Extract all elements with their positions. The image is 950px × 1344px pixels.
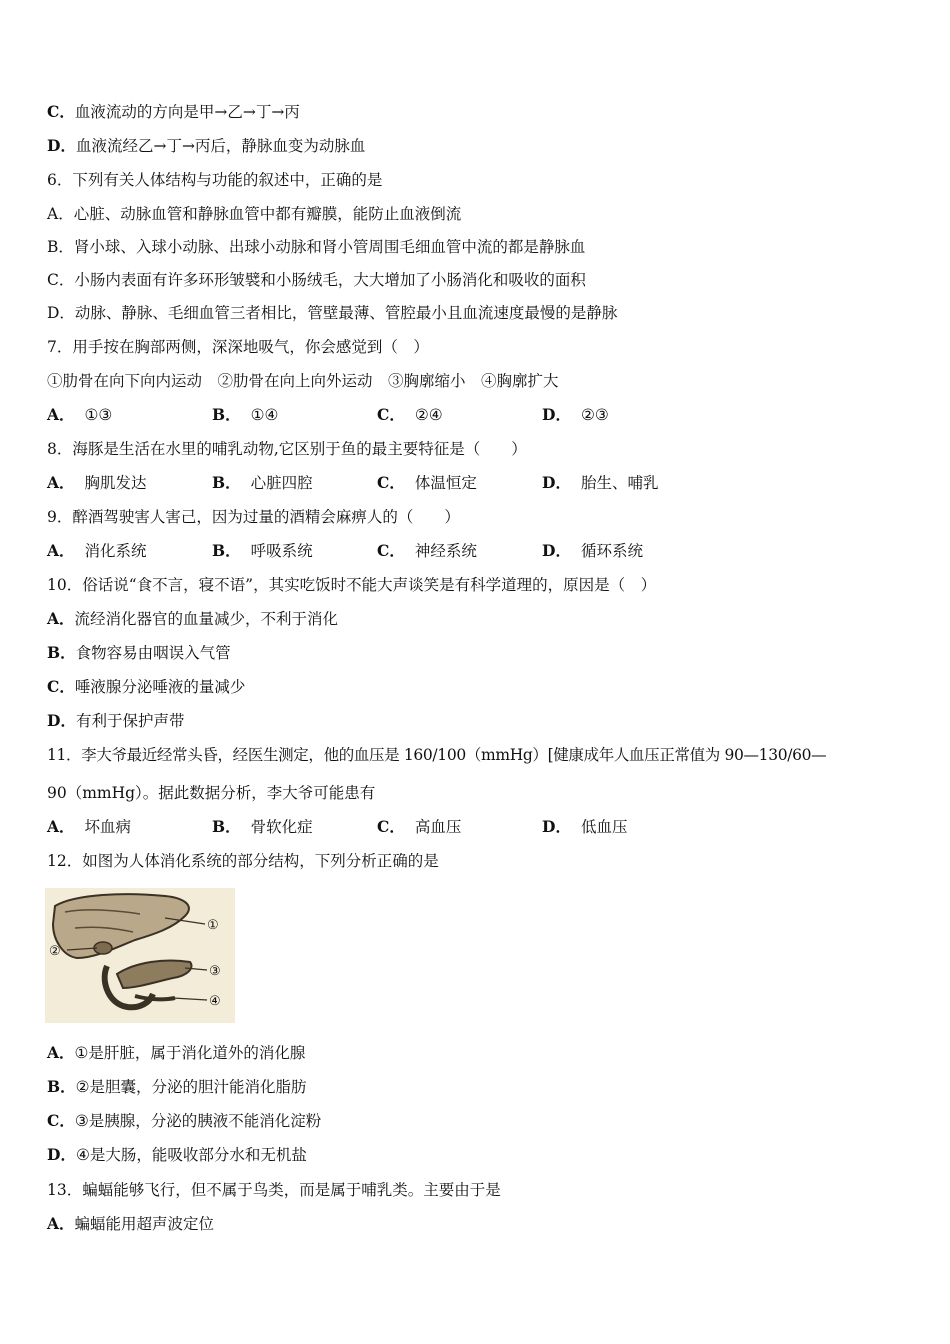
q11-stem-line1: 11．李大爷最近经常头昏，经医生测定，他的血压是 160/100（mmHg）[健康成年人血压正常值为 90—130/60—: [47, 746, 827, 764]
digestive-system-illustration: [45, 888, 235, 1023]
q13-stem: 13．蝙蝠能够飞行，但不属于鸟类，而是属于哺乳类。主要由于是: [47, 1181, 501, 1199]
q8-option-a: A． 胸肌发达: [47, 473, 147, 492]
q6-option-d: D．动脉、静脉、毛细血管三者相比，管壁最薄、管腔最小且血流速度最慢的是静脉: [47, 304, 618, 322]
q11-option-c: C． 高血压: [377, 817, 462, 836]
q10-option-d: D．有利于保护声带: [47, 711, 185, 730]
digestive-system-figure: [45, 888, 235, 1023]
q10-option-a: A．流经消化器官的血量减少，不利于消化: [47, 609, 339, 628]
q7-stem: 7．用手按在胸部两侧，深深地吸气，你会感觉到（ ）: [47, 338, 429, 356]
figure-label-2: ②: [49, 944, 61, 959]
q6-stem: 6．下列有关人体结构与功能的叙述中，正确的是: [47, 171, 383, 189]
q7-option-b: B． ①④: [212, 405, 279, 424]
q9-options: [47, 541, 747, 561]
q6-option-b: B．肾小球、入球小动脉、出球小动脉和肾小管周围毛细血管中流的都是静脉血: [47, 238, 586, 256]
q7-option-d: D． ②③: [542, 405, 609, 424]
figure-label-3: ③: [209, 964, 221, 979]
figure-label-4: ④: [209, 994, 221, 1009]
q9-option-c: C． 神经系统: [377, 541, 477, 560]
q7-option-c: C． ②④: [377, 405, 443, 424]
q9-stem: 9．醉酒驾驶害人害己，因为过量的酒精会麻痹人的（ ）: [47, 508, 460, 526]
q10-option-b: B．食物容易由咽误入气管: [47, 643, 231, 662]
q11-options: [47, 817, 747, 837]
q7-options: [47, 405, 747, 425]
q11-stem-line2: 90（mmHg）。据此数据分析，李大爷可能患有: [47, 784, 376, 802]
q12-stem: 12．如图为人体消化系统的部分结构，下列分析正确的是: [47, 852, 439, 870]
q12-option-b: B．②是胆囊，分泌的胆汁能消化脂肪: [47, 1077, 307, 1096]
q8-stem: 8．海豚是生活在水里的哺乳动物,它区别于鱼的最主要特征是（ ）: [47, 440, 527, 458]
q8-option-b: B． 心脏四腔: [212, 473, 313, 492]
q9-option-b: B． 呼吸系统: [212, 541, 313, 560]
q5-option-c: C．血液流动的方向是甲→乙→丁→丙: [47, 102, 300, 121]
q12-option-d: D．④是大肠，能吸收部分水和无机盐: [47, 1145, 307, 1164]
q6-option-a: A．心脏、动脉血管和静脉血管中都有瓣膜，能防止血液倒流: [47, 205, 462, 223]
q7-option-a: A． ①③: [47, 405, 113, 424]
figure-label-1: ①: [207, 918, 219, 933]
q5-option-d: D．血液流经乙→丁→丙后，静脉血变为动脉血: [47, 136, 366, 155]
q11-option-d: D． 低血压: [542, 817, 628, 836]
q9-option-d: D． 循环系统: [542, 541, 643, 560]
q12-option-c: C．③是胰腺，分泌的胰液不能消化淀粉: [47, 1111, 322, 1130]
q13-option-a: A．蝙蝠能用超声波定位: [47, 1214, 215, 1233]
q6-option-c: C．小肠内表面有许多环形皱襞和小肠绒毛，大大增加了小肠消化和吸收的面积: [47, 271, 586, 289]
q10-stem: 10．俗话说“食不言，寝不语”，其实吃饭时不能大声谈笑是有科学道理的，原因是（ ）: [47, 576, 657, 594]
q8-options: [47, 473, 747, 493]
q8-option-d: D． 胎生、哺乳: [542, 473, 659, 492]
q7-items: ①肋骨在向下向内运动 ②肋骨在向上向外运动 ③胸廓缩小 ④胸廓扩大: [47, 372, 559, 390]
q12-option-a: A．①是肝脏，属于消化道外的消化腺: [47, 1043, 306, 1062]
q11-option-a: A． 坏血病: [47, 817, 132, 836]
q10-option-c: C．唾液腺分泌唾液的量减少: [47, 677, 246, 696]
q8-option-c: C． 体温恒定: [377, 473, 477, 492]
q11-option-b: B． 骨软化症: [212, 817, 313, 836]
q9-option-a: A． 消化系统: [47, 541, 147, 560]
